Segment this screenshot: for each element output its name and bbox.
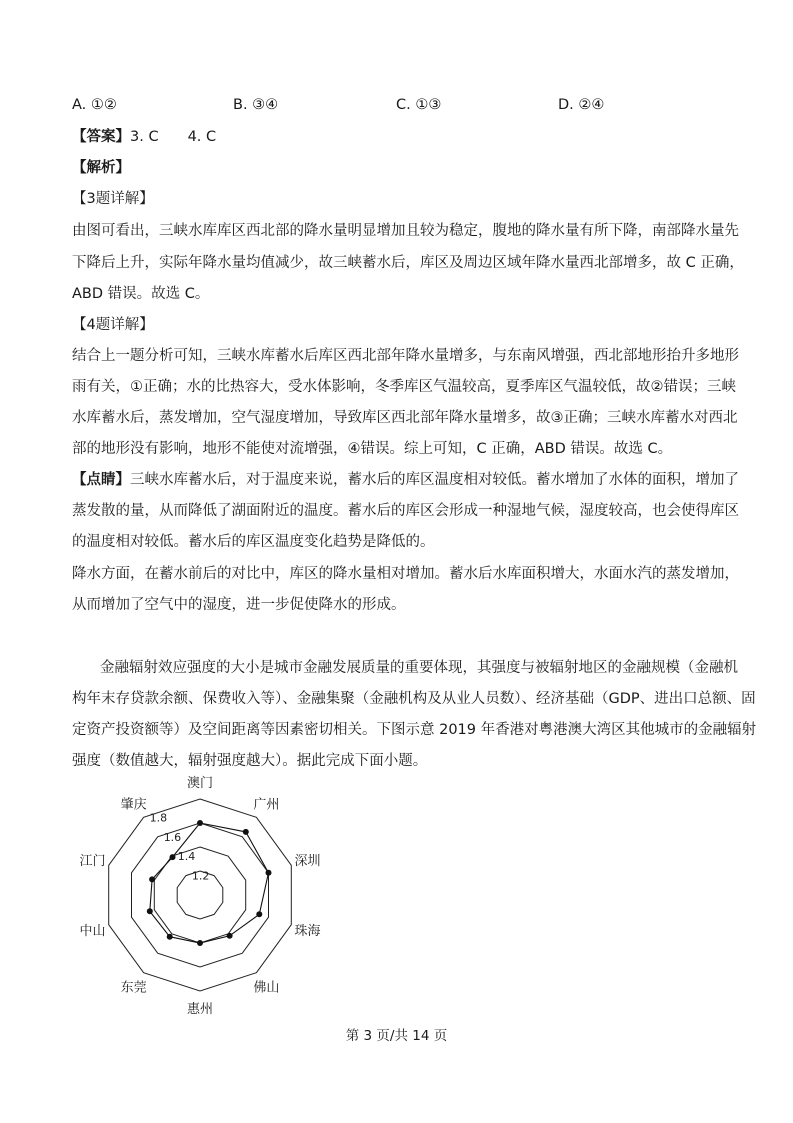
dianjing-line-5: 从而增加了空气中的湿度，进一步促使降水的形成。	[72, 597, 406, 613]
radar-category-label: 珠海	[294, 923, 321, 939]
radar-category-label: 广州	[253, 797, 280, 813]
radar-ring-label: 1.2	[191, 869, 210, 883]
q4-line-4: 部的地形没有影响，地形不能使对流增强，④错误。综上可知，C 正确，ABD 错误。故选 C。	[72, 441, 673, 457]
radar-point-广州	[243, 829, 249, 835]
intro-line-4: 强度（数值越大，辐射强度越大）。据此完成下面小题。	[72, 753, 428, 769]
radar-category-label: 中山	[79, 923, 106, 939]
radar-point-佛山	[227, 933, 233, 939]
option-d: D. ②④	[558, 97, 605, 113]
radar-point-澳门	[197, 820, 203, 826]
radar-ring-label: 1.8	[149, 811, 168, 825]
q3-tag: 【3题详解】	[72, 191, 154, 207]
radar-point-珠海	[256, 911, 262, 917]
q3-line-1: 由图可看出，三峡水库库区西北部的降水量明显增加且较为稳定，腹地的降水量有所下降，南部降水量先	[72, 223, 739, 239]
option-b: B. ③④	[233, 97, 279, 113]
radar-category-label: 肇庆	[120, 797, 147, 813]
radar-point-惠州	[197, 940, 203, 946]
radar-point-中山	[147, 908, 153, 914]
answer-tag: 【答案】	[72, 129, 130, 145]
radar-chart	[60, 772, 350, 1022]
page-footer: 第 3 页/共 14 页	[345, 1028, 448, 1044]
intro-line-2: 构年末存贷款余额、保费收入等）、金融集聚（金融机构及从业人员数）、经济基础（GDP、进出口总额、固	[72, 691, 756, 707]
answer-line	[72, 127, 216, 147]
radar-point-深圳	[266, 870, 272, 876]
radar-ring-label: 1.6	[163, 830, 182, 844]
analysis-tag: 【解析】	[72, 160, 130, 176]
radar-category-label: 澳门	[186, 776, 214, 791]
radar-category-label: 江门	[79, 854, 106, 870]
q4-tag: 【4题详解】	[72, 317, 154, 333]
intro-line-1: 金融辐射效应强度的大小是城市金融发展质量的重要体现，其强度与被辐射地区的金融规模（金融机	[100, 660, 738, 676]
q4-line-1: 结合上一题分析可知，三峡水库蓄水后库区西北部年降水量增多，与东南风增强，西北部地形抬升多地形	[72, 348, 739, 364]
dianjing-tag: 【点睛】	[72, 472, 130, 488]
dianjing-line-2: 蒸发散的量，从而降低了湖面附近的温度。蓄水后的库区会形成一种湿地气候，湿度较高，也会使得库区	[72, 503, 739, 519]
option-c: C. ①③	[396, 97, 442, 113]
q4-line-3: 水库蓄水后，蒸发增加，空气湿度增加，导致库区西北部年降水量增多，故③正确；三峡水库蓄水对西北	[72, 410, 738, 426]
radar-category-label: 东莞	[120, 980, 147, 996]
radar-point-东莞	[167, 934, 173, 940]
dianjing-first-text: 三峡水库蓄水后，对于温度来说，蓄水后的库区温度相对较低。蓄水增加了水体的面积，增加了	[130, 472, 739, 488]
radar-ring-label: 1.4	[177, 850, 196, 864]
radar-point-肇庆	[170, 854, 176, 860]
radar-category-label: 深圳	[294, 854, 321, 870]
dianjing-line-3: 的温度相对较低。蓄水后的库区温度变化趋势是降低的。	[72, 534, 435, 550]
radar-category-label: 惠州	[186, 1002, 214, 1017]
dianjing-line-4: 降水方面，在蓄水前后的对比中，库区的降水量相对增加。蓄水后水库面积增大，水面水汽的蒸发增加，	[72, 566, 739, 582]
radar-point-江门	[149, 876, 155, 882]
radar-category-label: 佛山	[253, 980, 280, 996]
answer-text: 3. C 4. C	[130, 129, 217, 145]
intro-line-3: 定资产投资额等）及空间距离等因素密切相关。下图示意 2019 年香港对粤港澳大湾区其他城市的金融辐射	[72, 722, 757, 738]
q3-line-3: ABD 错误。故选 C。	[72, 286, 210, 302]
q4-line-2: 雨有关，①正确；水的比热容大，受水体影响，冬季库区气温较高，夏季库区气温较低，故②错误；三峡	[72, 379, 736, 395]
option-a: A. ①②	[72, 97, 117, 113]
dianjing-first-line	[72, 470, 739, 490]
q3-line-2: 下降后上升，实际年降水量均值减少，故三峡蓄水后，库区及周边区域年降水量西北部增多，故 C 正确，	[72, 255, 744, 271]
